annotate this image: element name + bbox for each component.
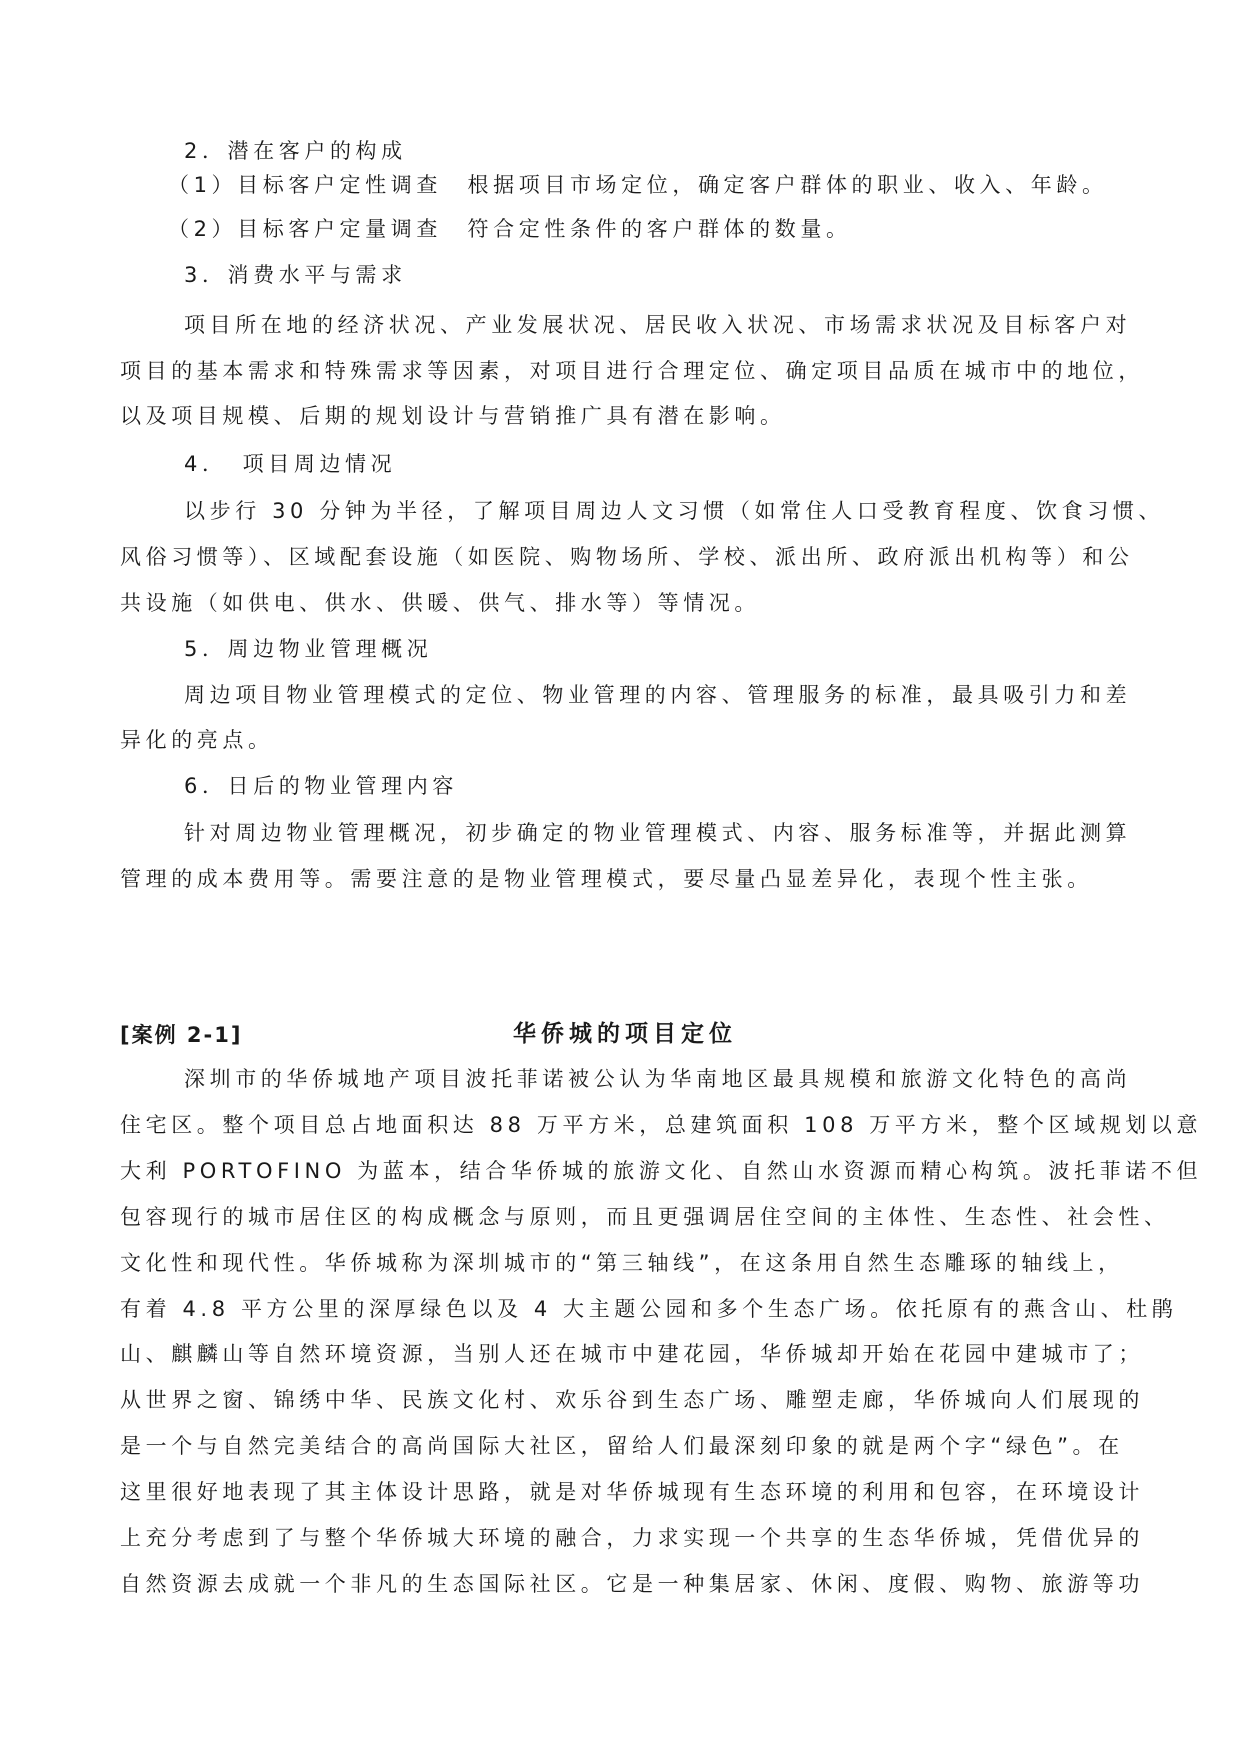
list-item: （2）目标客户定量调查 符合定性条件的客户群体的数量。: [168, 217, 852, 241]
case-label: [案例 2-1]: [120, 1023, 243, 1047]
paragraph-line: 山、麒麟山等自然环境资源，当别人还在城市中建花园，华侨城却开始在花园中建城市了；: [120, 1342, 1144, 1366]
paragraph-line: 以步行 30 分钟为半径，了解项目周边人文习惯（如常住人口受教育程度、饮食习惯、: [184, 499, 1165, 523]
paragraph-line: 项目所在地的经济状况、产业发展状况、居民收入状况、市场需求状况及目标客户对: [184, 313, 1132, 337]
paragraph-line: 从世界之窗、锦绣中华、民族文化村、欢乐谷到生态广场、雕塑走廊，华侨城向人们展现的: [120, 1388, 1144, 1412]
paragraph-line: 住宅区。整个项目总占地面积达 88 万平方米，总建筑面积 108 万平方米，整个区域规划以意: [120, 1113, 1203, 1137]
heading-consumption: 3．消费水平与需求: [184, 263, 407, 287]
paragraph-line: 风俗习惯等）、区域配套设施（如医院、购物场所、学校、派出所、政府派出机构等）和公: [120, 545, 1134, 569]
paragraph-line: 周边项目物业管理模式的定位、物业管理的内容、管理服务的标准，最具吸引力和差: [184, 683, 1132, 707]
heading-property-overview: 5．周边物业管理概况: [184, 637, 433, 661]
paragraph-line: 共设施（如供电、供水、供暖、供气、排水等）等情况。: [120, 591, 760, 615]
case-title: 华侨城的项目定位: [513, 1021, 737, 1047]
paragraph-line: 自然资源去成就一个非凡的生态国际社区。它是一种集居家、休闲、度假、购物、旅游等功: [120, 1572, 1144, 1596]
heading-potential-customers: 2．潜在客户的构成: [184, 139, 407, 163]
paragraph-line: 管理的成本费用等。需要注意的是物业管理模式，要尽量凸显差异化，表现个性主张。: [120, 867, 1093, 891]
heading-surroundings: 4． 项目周边情况: [184, 452, 397, 476]
paragraph-line: 项目的基本需求和特殊需求等因素，对项目进行合理定位、确定项目品质在城市中的地位，: [120, 359, 1144, 383]
paragraph-line: 包容现行的城市居住区的构成概念与原则，而且更强调居住空间的主体性、生态性、社会性、: [120, 1205, 1170, 1229]
paragraph-line: 大利 PORTOFINO 为蓝本，结合华侨城的旅游文化、自然山水资源而精心构筑。波托菲诺不但: [120, 1159, 1203, 1183]
paragraph-line: 这里很好地表现了其主体设计思路，就是对华侨城现有生态环境的利用和包容，在环境设计: [120, 1480, 1144, 1504]
paragraph-line: 是一个与自然完美结合的高尚国际大社区，留给人们最深刻印象的就是两个字“绿色”。在: [120, 1434, 1124, 1458]
paragraph-line: 以及项目规模、后期的规划设计与营销推广具有潜在影响。: [120, 404, 786, 428]
paragraph-line: 文化性和现代性。华侨城称为深圳城市的“第三轴线”，在这条用自然生态雕琢的轴线上，: [120, 1251, 1124, 1275]
list-item: （1）目标客户定性调查 根据项目市场定位，确定客户群体的职业、收入、年龄。: [168, 173, 1108, 197]
paragraph-line: 有着 4.8 平方公里的深厚绿色以及 4 大主题公园和多个生态广场。依托原有的燕含山、杜鹃: [120, 1297, 1178, 1321]
paragraph-line: 异化的亮点。: [120, 728, 274, 752]
paragraph-line: 上充分考虑到了与整个华侨城大环境的融合，力求实现一个共享的生态华侨城，凭借优异的: [120, 1526, 1144, 1550]
paragraph-line: 深圳市的华侨城地产项目波托菲诺被公认为华南地区最具规模和旅游文化特色的高尚: [184, 1067, 1132, 1091]
paragraph-line: 针对周边物业管理概况，初步确定的物业管理模式、内容、服务标准等，并据此测算: [184, 821, 1132, 845]
heading-future-management: 6．日后的物业管理内容: [184, 774, 458, 798]
